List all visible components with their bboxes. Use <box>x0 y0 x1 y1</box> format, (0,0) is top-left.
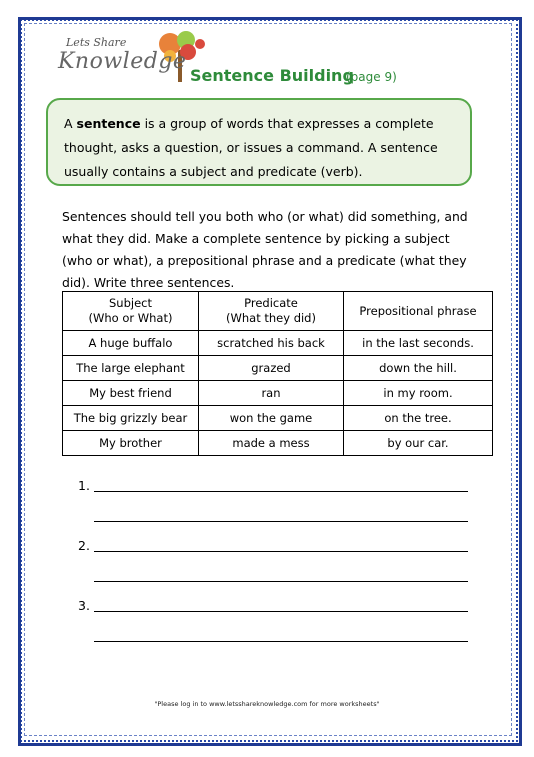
table-row <box>63 431 493 456</box>
page-title: Sentence Building <box>190 66 354 85</box>
table-cell: My brother <box>63 431 199 456</box>
table-cell: won the game <box>199 406 344 431</box>
logo-small-text: Lets Share <box>66 36 127 49</box>
table-row <box>63 381 493 406</box>
table-cell: scratched his back <box>199 331 344 356</box>
footer-note: "Please log in to www.letsshareknowledge.com for more worksheets" <box>154 700 380 708</box>
answer-line-2a[interactable] <box>94 551 468 552</box>
table-cell: My best friend <box>63 381 199 406</box>
answer-number-1: 1. <box>78 478 90 493</box>
answer-line-1a[interactable] <box>94 491 468 492</box>
answer-number-2: 2. <box>78 538 90 553</box>
table-cell: down the hill. <box>344 356 493 381</box>
definition-text: is a group of words that expresses a complete thought, asks a question, or issues a command. A sentence usually contains a subject and predicate (verb). <box>64 116 438 179</box>
table-cell: ran <box>199 381 344 406</box>
logo-big-text: Knowledge <box>58 49 187 74</box>
header-prepositional-phrase: Prepositional phrase <box>344 292 493 331</box>
table-cell: made a mess <box>199 431 344 456</box>
table-header-row <box>63 292 493 331</box>
definition-prefix: A <box>64 116 77 131</box>
table-cell: on the tree. <box>344 406 493 431</box>
table-cell: A huge buffalo <box>63 331 199 356</box>
table-cell: in my room. <box>344 381 493 406</box>
page-number: (page 9) <box>346 70 397 84</box>
header-subject: Subject (Who or What) <box>63 292 199 331</box>
definition-box <box>46 98 472 186</box>
sentence-parts-table <box>62 291 493 456</box>
answer-line-3a[interactable] <box>94 611 468 612</box>
instructions-text: Sentences should tell you both who (or what) did something, and what they did. Make a complete sentence by picking a subject (who or what), a prepositional phrase and a predicate (what they did). Write three sentences. <box>62 209 468 290</box>
table-cell: grazed <box>199 356 344 381</box>
answer-line-2b[interactable] <box>94 581 468 582</box>
table-row <box>63 406 493 431</box>
header-predicate: Predicate (What they did) <box>199 292 344 331</box>
table-cell: The large elephant <box>63 356 199 381</box>
table-row <box>63 331 493 356</box>
answer-line-1b[interactable] <box>94 521 468 522</box>
table-cell: The big grizzly bear <box>63 406 199 431</box>
definition-term: sentence <box>76 116 141 131</box>
answer-number-3: 3. <box>78 598 90 613</box>
table-cell: in the last seconds. <box>344 331 493 356</box>
table-cell: by our car. <box>344 431 493 456</box>
table-row <box>63 356 493 381</box>
answer-line-3b[interactable] <box>94 641 468 642</box>
